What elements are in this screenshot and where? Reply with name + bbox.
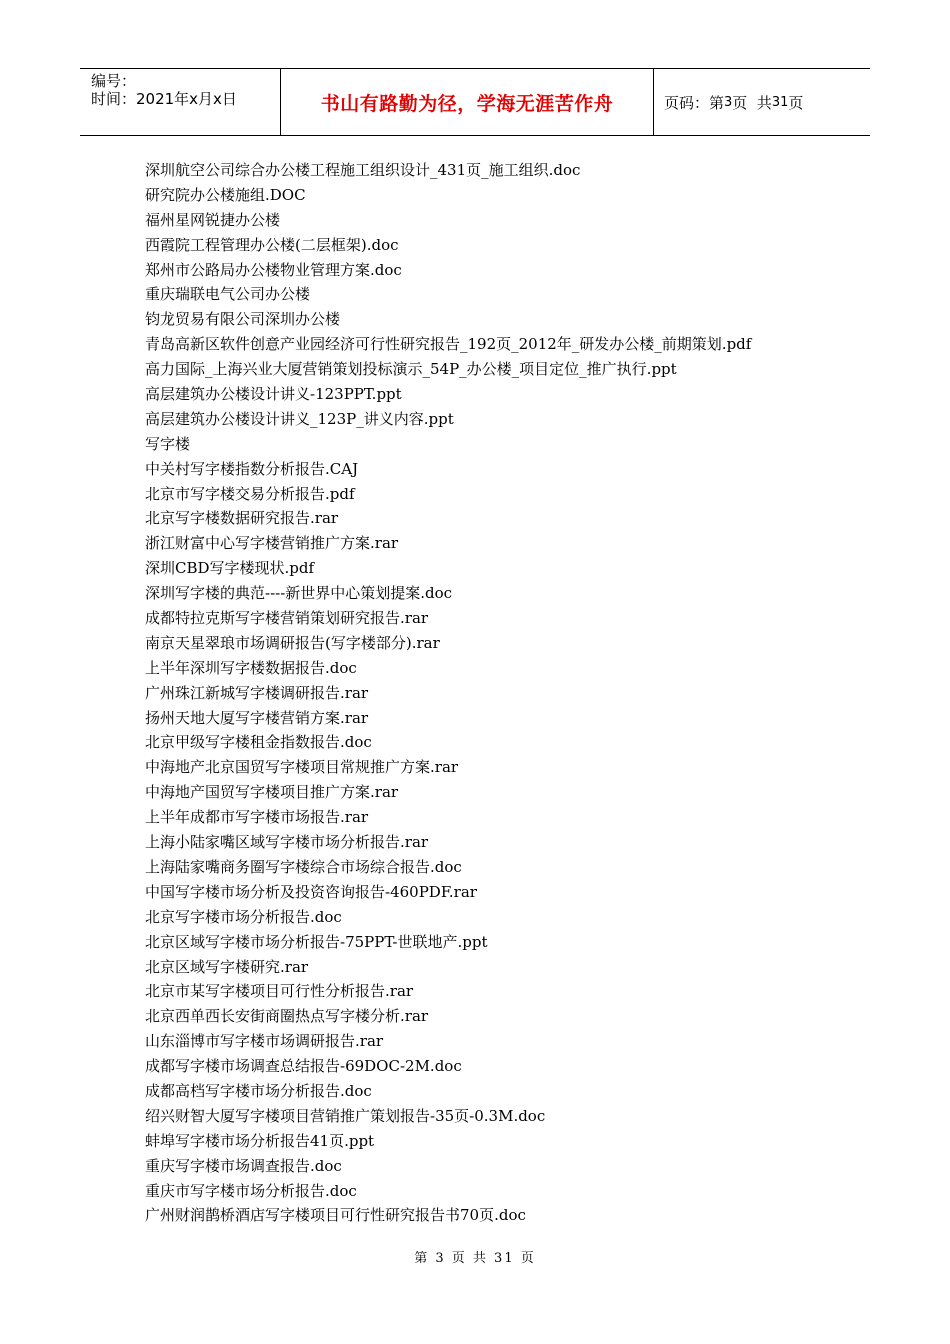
page-total: 31 bbox=[771, 94, 789, 110]
list-item: 写字楼 bbox=[145, 434, 191, 453]
list-item: 上海陆家嘴商务圈写字楼综合市场综合报告.doc bbox=[145, 857, 462, 876]
list-item: 中海地产国贸写字楼项目推广方案.rar bbox=[145, 783, 399, 802]
document-list bbox=[145, 158, 865, 1228]
list-item: 高层建筑办公楼设计讲义-123PPT.ppt bbox=[145, 385, 402, 404]
list-item: 绍兴财智大厦写字楼项目营销推广策划报告-35页-0.3M.doc bbox=[145, 1106, 546, 1125]
page-number bbox=[654, 69, 870, 135]
list-item: 南京天星翠琅市场调研报告(写字楼部分).rar bbox=[145, 633, 440, 652]
page-footer: 第 3 页 共 31 页 bbox=[414, 1251, 536, 1266]
list-item: 北京写字楼市场分析报告.doc bbox=[145, 907, 342, 926]
list-item: 北京甲级写字楼租金指数报告.doc bbox=[145, 733, 372, 752]
page-current: 3 bbox=[724, 94, 733, 110]
time-label: 时间：2021年x月x日 bbox=[91, 90, 237, 108]
list-item: 扬州天地大厦写字楼营销方案.rar bbox=[145, 708, 369, 727]
list-item: 重庆瑞联电气公司办公楼 bbox=[145, 285, 311, 304]
list-item: 浙江财富中心写字楼营销推广方案.rar bbox=[145, 534, 399, 553]
list-item: 郑州市公路局办公楼物业管理方案.doc bbox=[145, 260, 402, 279]
list-item: 上海小陆家嘴区域写字楼市场分析报告.rar bbox=[145, 833, 429, 852]
list-item: 中关村写字楼指数分析报告.CAJ bbox=[145, 459, 359, 478]
list-item: 成都高档写字楼市场分析报告.doc bbox=[145, 1081, 372, 1100]
list-item: 上半年深圳写字楼数据报告.doc bbox=[145, 658, 357, 677]
list-item: 北京区域写字楼市场分析报告-75PPT-世联地产.ppt bbox=[145, 932, 488, 951]
list-item: 广州财润鹊桥酒店写字楼项目可行性研究报告书70页.doc bbox=[145, 1206, 526, 1225]
list-item: 上半年成都市写字楼市场报告.rar bbox=[145, 808, 369, 827]
motto: 书山有路勤为径，学海无涯苦作舟 bbox=[281, 69, 654, 135]
list-item: 研究院办公楼施组.DOC bbox=[145, 185, 306, 204]
list-item: 高层建筑办公楼设计讲义_123P_讲义内容.ppt bbox=[145, 409, 454, 428]
list-item: 深圳CBD写字楼现状.pdf bbox=[145, 559, 315, 578]
list-item: 重庆市写字楼市场分析报告.doc bbox=[145, 1181, 357, 1200]
list-item: 深圳写字楼的典范----新世界中心策划提案.doc bbox=[145, 584, 453, 603]
list-item: 成都特拉克斯写字楼营销策划研究报告.rar bbox=[145, 609, 429, 628]
list-item: 高力国际_上海兴业大厦营销策划投标演示_54P_办公楼_项目定位_推广执行.ppt bbox=[145, 360, 677, 379]
list-item: 福州星网锐捷办公楼 bbox=[145, 210, 281, 229]
list-item: 北京区域写字楼研究.rar bbox=[145, 957, 309, 976]
list-item: 中国写字楼市场分析及投资咨询报告-460PDF.rar bbox=[145, 882, 477, 901]
list-item: 北京写字楼数据研究报告.rar bbox=[145, 509, 339, 528]
header-meta bbox=[80, 69, 281, 135]
page-header bbox=[80, 68, 870, 136]
page-mid: 页 共 bbox=[732, 93, 772, 112]
list-item: 广州珠江新城写字楼调研报告.rar bbox=[145, 683, 369, 702]
id-label: 编号： bbox=[91, 72, 137, 90]
page-prefix: 页码：第 bbox=[664, 93, 725, 112]
list-item: 山东淄博市写字楼市场调研报告.rar bbox=[145, 1032, 384, 1051]
list-item: 北京市写字楼交易分析报告.pdf bbox=[145, 484, 355, 503]
list-item: 钧龙贸易有限公司深圳办公楼 bbox=[145, 310, 341, 329]
list-item: 重庆写字楼市场调查报告.doc bbox=[145, 1156, 342, 1175]
list-item: 中海地产北京国贸写字楼项目常规推广方案.rar bbox=[145, 758, 459, 777]
list-item: 蚌埠写字楼市场分析报告41页.ppt bbox=[145, 1131, 375, 1150]
list-item: 北京市某写字楼项目可行性分析报告.rar bbox=[145, 982, 414, 1001]
page-suffix: 页 bbox=[788, 93, 804, 112]
list-item: 青岛高新区软件创意产业园经济可行性研究报告_192页_2012年_研发办公楼_前期策划.pdf bbox=[145, 335, 752, 354]
list-item: 西霞院工程管理办公楼(二层框架).doc bbox=[145, 235, 399, 254]
list-item: 成都写字楼市场调查总结报告-69DOC-2M.doc bbox=[145, 1057, 462, 1076]
list-item: 北京西单西长安街商圈热点写字楼分析.rar bbox=[145, 1007, 429, 1026]
list-item: 深圳航空公司综合办公楼工程施工组织设计_431页_施工组织.doc bbox=[145, 161, 581, 179]
